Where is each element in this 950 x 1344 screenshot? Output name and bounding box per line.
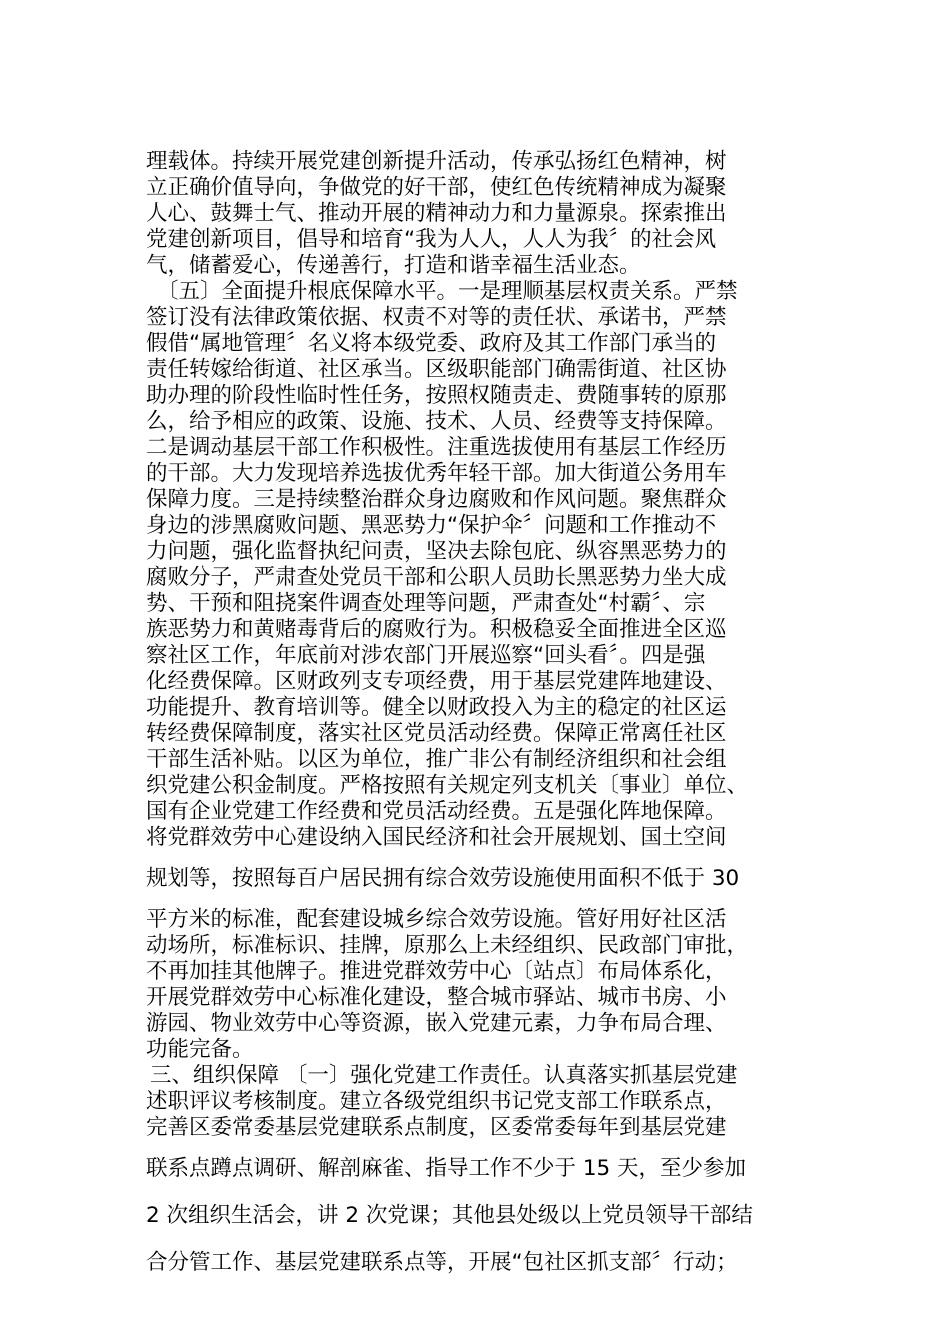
text-line-4: 党建创新项目，倡导和培育“我为人人，人人为我〞的社会风 — [146, 227, 717, 252]
text-line-1: 理载体。持续开展党建创新提升活动，传承弘扬红色精神，树 — [146, 149, 727, 174]
text-line-21: 化经费保障。区财政列支专项经费，用于基层党建阵地建设、 — [146, 669, 727, 694]
text-line-8: 假借“属地管理〞名义将本级党委、政府及其工作部门承当的 — [146, 331, 717, 356]
text-line-17: 腐败分子，严肃查处党员干部和公职人员助长黑恶势力坐大成 — [146, 565, 727, 590]
text-line-30: 动场所，标准标识、挂牌，原那么上未经组织、民政部门审批， — [146, 933, 749, 958]
text-line-14: 保障力度。三是持续整治群众身边腐败和作风问题。聚焦群众 — [146, 487, 727, 512]
text-line-27: 将党群效劳中心建设纳入国民经济和社会开展规划、国土空间 — [146, 825, 727, 850]
text-line-25: 织党建公积金制度。严格按照有关规定列支机关〔事业〕单位、 — [146, 773, 749, 798]
text-line-38: 联系点蹲点调研、解剖麻雀、指导工作不少于 15 天，至少参加 — [146, 1156, 747, 1181]
text-line-26: 国有企业党建工作经费和党员活动经费。五是强化阵地保障。 — [146, 799, 727, 824]
text-line-22: 功能提升、教育培训等。健全以财政投入为主的稳定的社区运 — [146, 695, 727, 720]
text-line-3: 人心、鼓舞士气、推动开展的精神动力和力量源泉。探索推出 — [146, 201, 727, 226]
text-line-24: 干部生活补贴。以区为单位，推广非公有制经济组织和社会组 — [146, 747, 727, 772]
text-line-6: 〔五〕全面提升根底保障水平。一是理顺基层权责关系。严禁 — [157, 279, 738, 304]
text-line-33: 游园、物业效劳中心等资源，嵌入党建元素，力争布局合理、 — [146, 1011, 727, 1036]
text-line-10: 助办理的阶段性临时性任务，按照权随责走、费随事转的原那 — [146, 383, 727, 408]
text-line-39: 2 次组织生活会，讲 2 次党课；其他县处级以上党员领导干部结 — [146, 1203, 753, 1228]
text-line-12: 二是调动基层干部工作积极性。注重选拔使用有基层工作经历 — [146, 435, 727, 460]
text-line-32: 开展党群效劳中心标准化建设，整合城市驿站、城市书房、小 — [146, 985, 727, 1010]
text-line-13: 的干部。大力发现培养选拔优秀年轻干部。加大街道公务用车 — [146, 461, 727, 486]
text-line-18: 势、干预和阻挠案件调查处理等问题，严肃查处“村霸〞、宗 — [146, 591, 706, 616]
text-line-31: 不再加挂其他牌子。推进党群效劳中心〔站点〕布局体系化， — [146, 959, 727, 984]
text-line-40: 合分管工作、基层党建联系点等，开展“包社区抓支部〞行动； — [146, 1250, 738, 1275]
text-line-37: 完善区委常委基层党建联系点制度，区委常委每年到基层党建 — [146, 1115, 727, 1140]
text-line-35: 三、组织保障 〔一〕强化党建工作责任。认真落实抓基层党建 — [150, 1063, 738, 1088]
text-line-29: 平方米的标准，配套建设城乡综合效劳设施。管好用好社区活 — [146, 907, 727, 932]
text-line-36: 述职评议考核制度。建立各级党组织书记党支部工作联系点， — [146, 1089, 727, 1114]
text-line-11: 么，给予相应的政策、设施、技术、人员、经费等支持保障。 — [146, 409, 727, 434]
text-line-9: 责任转嫁给街道、社区承当。区级职能部门确需街道、社区协 — [146, 357, 727, 382]
text-line-19: 族恶势力和黄赌毒背后的腐败行为。积极稳妥全面推进全区巡 — [146, 617, 727, 642]
text-line-23: 转经费保障制度，落实社区党员活动经费。保障正常离任社区 — [146, 721, 727, 746]
text-line-34: 功能完备。 — [146, 1037, 254, 1062]
text-line-16: 力问题，强化监督执纪问责，坚决去除包庇、纵容黑恶势力的 — [146, 539, 727, 564]
text-line-7: 签订没有法律政策依据、权责不对等的责任状、承诺书，严禁 — [146, 305, 727, 330]
text-line-5: 气，储蓄爱心，传递善行，打造和谐幸福生活业态。 — [146, 253, 641, 278]
text-line-2: 立正确价值导向，争做党的好干部，使红色传统精神成为凝聚 — [146, 175, 727, 200]
text-line-15: 身边的涉黑腐败问题、黑恶势力“保护伞〞问题和工作推动不 — [146, 513, 717, 538]
text-line-28: 规划等，按照每百户居民拥有综合效劳设施使用面积不低于 30 — [146, 866, 740, 891]
text-line-20: 察社区工作，年底前对涉农部门开展巡察“回头看〞。四是强 — [146, 643, 706, 668]
